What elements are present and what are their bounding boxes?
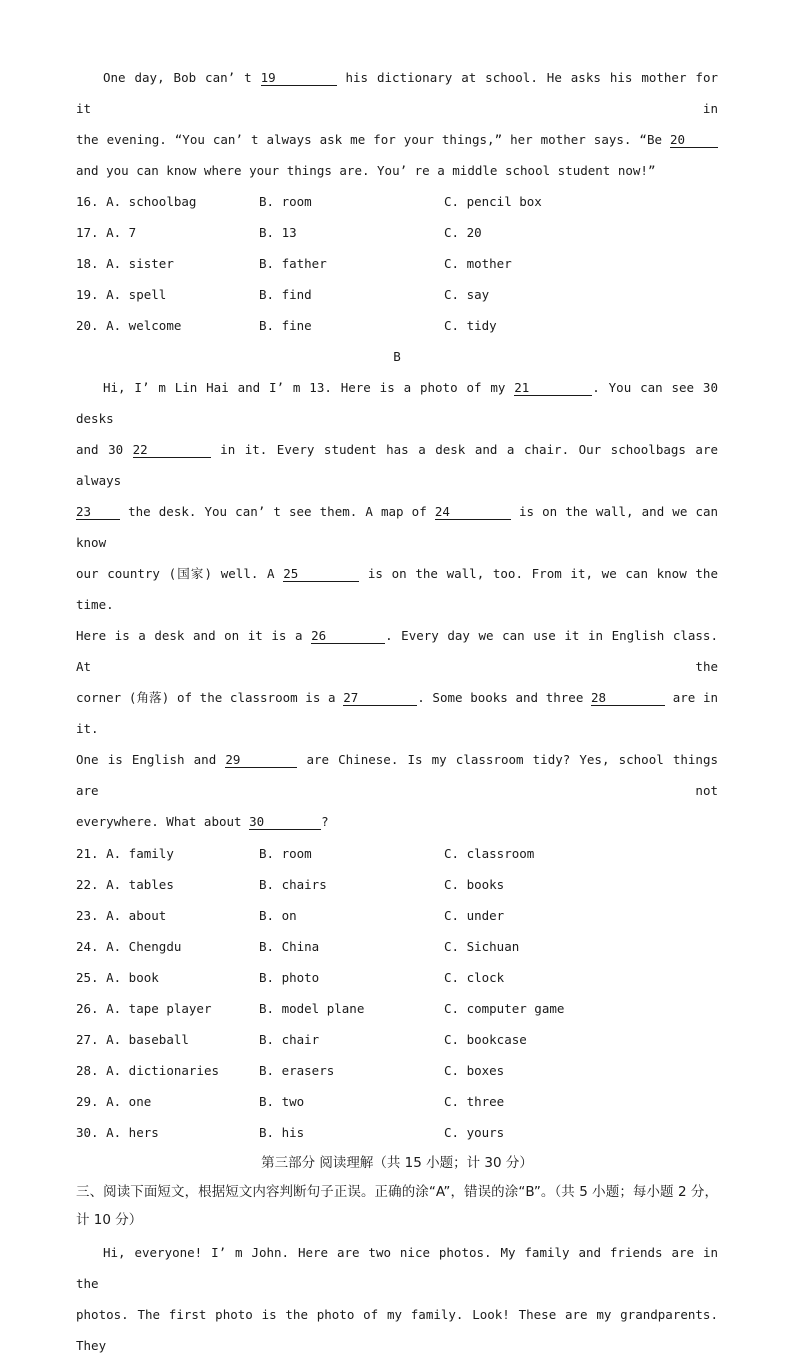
option-b[interactable]: B. his	[259, 1125, 305, 1141]
question-number: 22.	[76, 876, 99, 892]
option-row-18	[76, 248, 718, 279]
option-row-24	[76, 931, 718, 962]
option-row-28	[76, 1055, 718, 1086]
option-b[interactable]: B. model plane	[259, 1000, 365, 1016]
options-b	[76, 837, 718, 1148]
option-a[interactable]: A. schoolbag	[106, 194, 197, 210]
question-number: 26.	[76, 1000, 99, 1016]
option-b[interactable]: B. fine	[259, 318, 312, 334]
question-number: 17.	[76, 225, 99, 241]
section-b-label: B	[393, 349, 401, 365]
option-a[interactable]: A. book	[106, 969, 159, 985]
text: One day, Bob can’ t	[103, 70, 252, 85]
text: the desk. You can’ t see them. A map of	[128, 504, 427, 520]
question-number: 24.	[76, 938, 99, 954]
blank-22[interactable]: 22	[133, 442, 211, 458]
option-row-26	[76, 993, 718, 1024]
question-number: 29.	[76, 1094, 99, 1110]
passage-c-line-2: photos. The first photo is the photo of my family. Look! These are my grandparents. They	[76, 1307, 718, 1354]
option-b[interactable]: B. photo	[259, 969, 320, 985]
text: One is English and	[76, 752, 217, 768]
text: our country (国家) well. A	[76, 566, 275, 582]
question-number: 21.	[76, 845, 99, 861]
option-b[interactable]: B. erasers	[259, 1063, 335, 1079]
text: the evening. “You can’ t always ask me for your things,” her mother says. “Be	[76, 132, 662, 147]
passage-b-line-8	[76, 806, 718, 837]
option-b[interactable]: B. room	[259, 194, 312, 210]
text: are Chinese. Is my classroom tidy? Yes, school things are not	[76, 752, 719, 799]
text: is on the wall, and we can know	[76, 504, 719, 551]
text: . You can see 30 desks	[76, 380, 718, 427]
passage-b-line-3	[76, 496, 718, 558]
blank-26[interactable]: 26	[311, 628, 385, 644]
text: everywhere. What about	[76, 814, 242, 830]
passage-b-line-6	[76, 682, 718, 744]
question-number: 18.	[76, 256, 99, 272]
option-a[interactable]: A. 7	[106, 225, 137, 241]
option-a[interactable]: A. sister	[106, 256, 174, 272]
text: is on the wall, too. From it, we can know the time.	[76, 566, 718, 613]
option-b[interactable]: B. China	[259, 938, 320, 954]
option-c[interactable]: C. computer game	[444, 1000, 565, 1016]
blank-21[interactable]: 21	[514, 380, 592, 396]
option-a[interactable]: A. tables	[106, 876, 174, 892]
passage-b-line-7	[76, 744, 718, 806]
question-number: 28.	[76, 1063, 99, 1079]
option-c[interactable]: C. three	[444, 1094, 505, 1110]
option-row-22	[76, 869, 718, 900]
option-c[interactable]: C. bookcase	[444, 1032, 527, 1048]
option-b[interactable]: B. find	[259, 287, 312, 303]
option-row-19	[76, 279, 718, 310]
option-b[interactable]: B. father	[259, 256, 327, 272]
question-number: 19.	[76, 287, 99, 303]
option-c[interactable]: C. pencil box	[444, 194, 542, 210]
option-c[interactable]: C. boxes	[444, 1063, 505, 1079]
question-number: 25.	[76, 969, 99, 985]
option-a[interactable]: A. one	[106, 1094, 152, 1110]
option-a[interactable]: A. tape player	[106, 1000, 212, 1016]
option-c[interactable]: C. classroom	[444, 845, 535, 861]
question-number: 23.	[76, 907, 99, 923]
blank-28[interactable]: 28	[591, 690, 665, 706]
option-b[interactable]: B. chair	[259, 1032, 320, 1048]
option-c[interactable]: C. 20	[444, 225, 482, 241]
option-row-23	[76, 900, 718, 931]
blank-20[interactable]: 20	[670, 132, 718, 148]
option-b[interactable]: B. on	[259, 907, 297, 923]
option-a[interactable]: A. hers	[106, 1125, 159, 1141]
option-c[interactable]: C. Sichuan	[444, 938, 520, 954]
blank-19[interactable]: 19	[261, 70, 337, 86]
exam-page	[76, 62, 718, 1361]
option-row-17	[76, 217, 718, 248]
text: . Some books and three	[417, 690, 584, 706]
text: are in it.	[76, 690, 718, 737]
question-number: 27.	[76, 1032, 99, 1048]
part-3-title: 第三部分 阅读理解（共 15 小题；计 30 分）	[261, 1155, 533, 1172]
passage-b-line-1	[76, 372, 718, 434]
blank-30[interactable]: 30	[249, 814, 321, 830]
option-c[interactable]: C. under	[444, 907, 505, 923]
option-a[interactable]: A. dictionaries	[106, 1063, 219, 1079]
passage-b-line-5	[76, 620, 718, 682]
question-number: 30.	[76, 1125, 99, 1141]
option-b[interactable]: B. chairs	[259, 876, 327, 892]
passage-c-line-1: Hi, everyone! I’ m John. Here are two nice photos. My family and friends are in the	[76, 1245, 718, 1292]
blank-23[interactable]: 23	[76, 504, 120, 520]
question-number: 16.	[76, 194, 99, 210]
passage-a-line-1	[76, 62, 718, 124]
option-row-29	[76, 1086, 718, 1117]
part-3-instructions: 三、阅读下面短文，根据短文内容判断句子正误。正确的涂“A”，错误的涂“B”。（共 5 小题；每小题 2 分，计 10 分）	[76, 1184, 718, 1229]
text: ?	[321, 814, 329, 830]
text: and 30	[76, 442, 124, 458]
option-c[interactable]: C. yours	[444, 1125, 505, 1141]
option-a[interactable]: A. family	[106, 845, 174, 861]
option-c[interactable]: C. books	[444, 876, 505, 892]
text: corner (角落) of the classroom is a	[76, 690, 336, 706]
option-b[interactable]: B. 13	[259, 225, 297, 241]
blank-29[interactable]: 29	[225, 752, 297, 768]
option-row-25	[76, 962, 718, 993]
option-row-30	[76, 1117, 718, 1148]
option-a[interactable]: A. welcome	[106, 318, 182, 334]
text: in it. Every student has a desk and a chair. Our schoolbags are always	[76, 442, 719, 489]
passage-a-line-2	[76, 124, 718, 155]
option-a[interactable]: A. baseball	[106, 1032, 189, 1048]
option-c[interactable]: C. clock	[444, 969, 505, 985]
text: . Every day we can use it in English class. At the	[76, 628, 718, 675]
option-row-20	[76, 310, 718, 341]
blank-27[interactable]: 27	[343, 690, 417, 706]
option-a[interactable]: A. Chengdu	[106, 938, 182, 954]
blank-24[interactable]: 24	[435, 504, 511, 520]
passage-b-line-2	[76, 434, 718, 496]
question-number: 20.	[76, 318, 99, 334]
passage-b-line-4	[76, 558, 718, 620]
text: his dictionary at school. He asks his mother for it in	[76, 70, 718, 116]
option-a[interactable]: A. spell	[106, 287, 167, 303]
option-b[interactable]: B. two	[259, 1094, 305, 1110]
options-a	[76, 186, 718, 341]
option-c[interactable]: C. mother	[444, 256, 512, 272]
option-a[interactable]: A. about	[106, 907, 167, 923]
text: Here is a desk and on it is a	[76, 628, 303, 644]
option-c[interactable]: C. say	[444, 287, 490, 303]
option-row-27	[76, 1024, 718, 1055]
text: Hi, I’ m Lin Hai and I’ m 13. Here is a photo of my	[103, 380, 506, 396]
blank-25[interactable]: 25	[283, 566, 359, 582]
passage-a-line-3: and you can know where your things are. You’ re a middle school student now!”	[76, 163, 656, 178]
option-c[interactable]: C. tidy	[444, 318, 497, 334]
option-b[interactable]: B. room	[259, 845, 312, 861]
option-row-21	[76, 837, 718, 868]
option-row-16	[76, 186, 718, 217]
